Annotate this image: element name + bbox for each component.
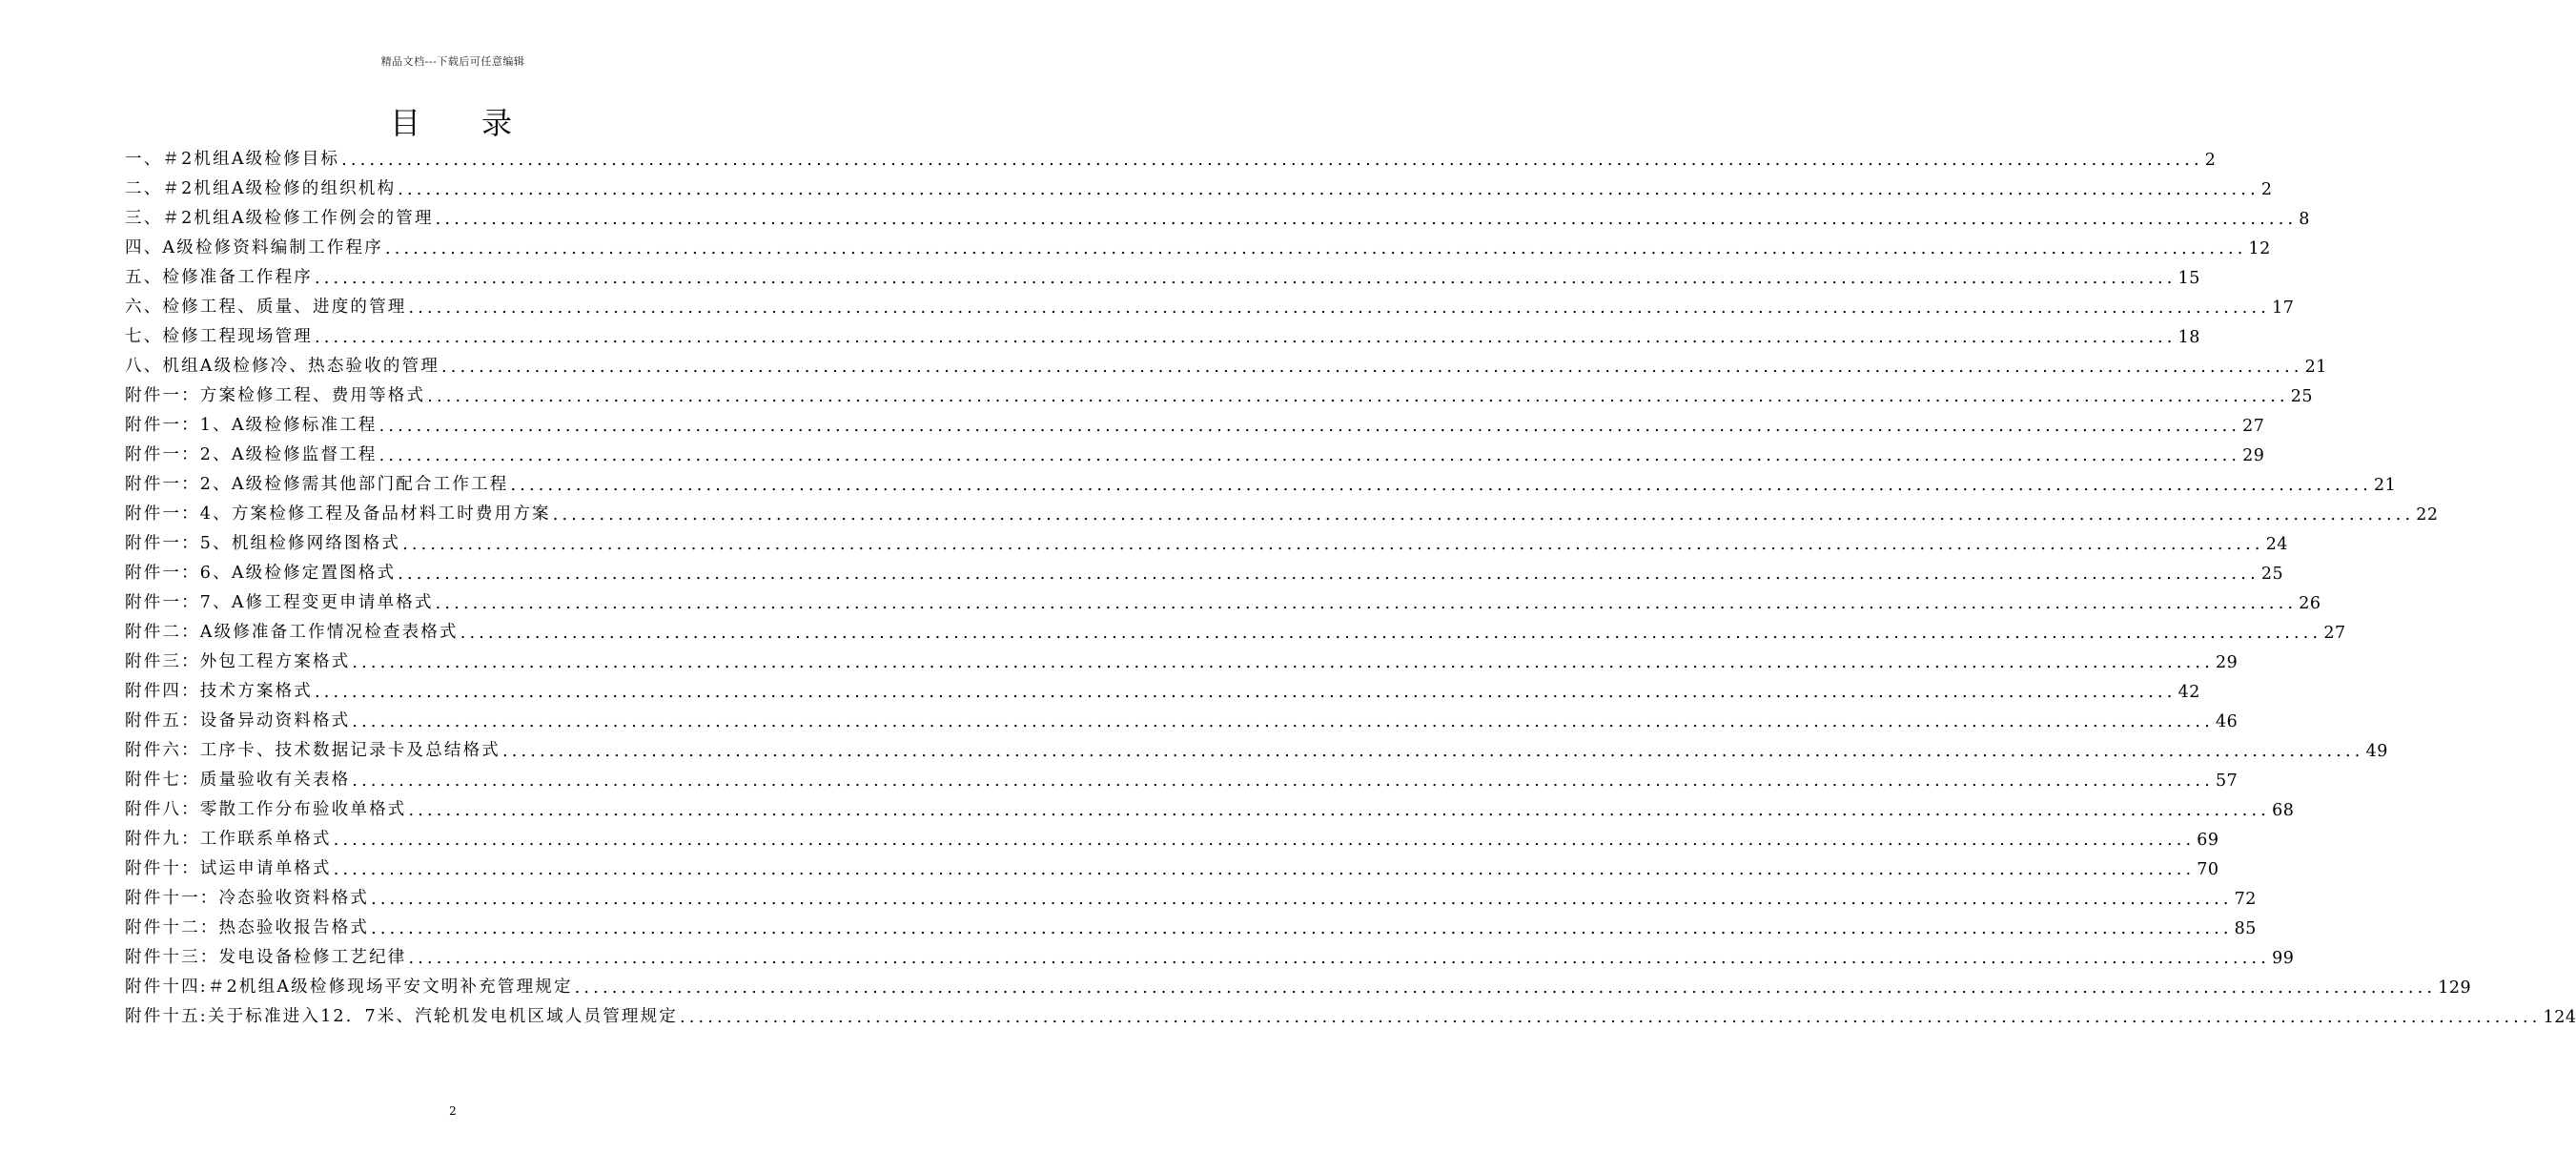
toc-entry-page: 2 xyxy=(2260,180,2273,199)
toc-entry[interactable] xyxy=(125,879,2257,909)
toc-entry-label: 附件一：1、A级检修标准工程 xyxy=(125,416,378,435)
toc-entry-label: 附件十二：热态验收报告格式 xyxy=(125,918,370,937)
toc-entry-label: 七、检修工程现场管理 xyxy=(125,327,313,346)
toc-entry-label: 二、＃2机组A级检修的组织机构 xyxy=(125,179,397,198)
toc-entry[interactable] xyxy=(125,968,2472,998)
toc-entry-label: 附件一：2、A级检修需其他部门配合工作工程 xyxy=(125,475,509,494)
toc-entry-page: 29 xyxy=(2242,446,2265,465)
toc-entry[interactable] xyxy=(125,850,2219,879)
toc-entry-page: 42 xyxy=(2177,683,2200,702)
toc-leader-dots: ........................................................................................................................................................................................................ xyxy=(371,919,2233,938)
toc-leader-dots: ........................................................................................................................................................................................................ xyxy=(427,387,2289,406)
toc-leader-dots: ........................................................................................................................................................................................................ xyxy=(333,860,2196,879)
toc-entry-label: 附件十一：冷态验收资料格式 xyxy=(125,889,370,908)
toc-entry-label: 附件一：6、A级检修定置图格式 xyxy=(125,564,397,583)
toc-entry-page: 129 xyxy=(2438,978,2472,998)
toc-leader-dots: ........................................................................................................................................................................................................ xyxy=(408,298,2271,318)
toc-leader-dots: ........................................................................................................................................................................................................ xyxy=(435,210,2298,229)
toc-leader-dots: ........................................................................................................................................................................................................ xyxy=(384,239,2247,258)
toc-entry[interactable] xyxy=(125,702,2239,731)
toc-entry[interactable] xyxy=(125,820,2219,850)
toc-entry-label: 一、＃2机组A级检修目标 xyxy=(125,150,340,169)
toc-entry-label: 五、检修准备工作程序 xyxy=(125,268,313,287)
toc-leader-dots: ........................................................................................................................................................................................................ xyxy=(408,949,2271,968)
page-number: 2 xyxy=(449,1104,457,1118)
toc-entry-page: 69 xyxy=(2197,831,2219,850)
toc-entry-label: 三、＃2机组A级检修工作例会的管理 xyxy=(125,209,434,228)
toc-leader-dots: ........................................................................................................................................................................................................ xyxy=(435,594,2298,613)
toc-entry-page: 70 xyxy=(2197,860,2219,879)
toc-entry-label: 附件二：A级修准备工作情况检查表格式 xyxy=(125,623,459,642)
toc-entry[interactable] xyxy=(125,731,2388,761)
toc-entry[interactable] xyxy=(125,436,2265,465)
page-header: 精品文档---下载后可任意编辑 xyxy=(380,55,525,68)
toc-entry-label: 附件一：5、机组检修网络图格式 xyxy=(125,534,401,553)
toc-leader-dots: ........................................................................................................................................................................................................ xyxy=(352,653,2214,672)
toc-entry[interactable] xyxy=(125,495,2439,525)
toc-leader-dots: ........................................................................................................................................................................................................ xyxy=(315,269,2177,288)
toc-leader-dots: ........................................................................................................................................................................................................ xyxy=(680,1008,2542,1027)
toc-leader-dots: ........................................................................................................................................................................................................ xyxy=(408,801,2271,820)
toc-entry[interactable] xyxy=(125,672,2200,702)
toc-entry-label: 附件五：设备异动资料格式 xyxy=(125,711,351,731)
toc-leader-dots: ........................................................................................................................................................................................................ xyxy=(371,890,2233,909)
toc-entry[interactable] xyxy=(125,258,2200,288)
toc-entry-page: 27 xyxy=(2323,624,2346,643)
page-title xyxy=(0,99,906,143)
toc-entry-page: 29 xyxy=(2215,653,2239,672)
toc-entry-label: 八、机组A级检修冷、热态验收的管理 xyxy=(125,357,440,376)
toc-entry-label: 附件十五:关于标准进入12．7米、汽轮机发电机区域人员管理规定 xyxy=(125,1007,678,1026)
toc-entry-label: 附件一：4、方案检修工程及备品材料工时费用方案 xyxy=(125,504,551,524)
toc-entry[interactable] xyxy=(125,465,2397,495)
toc-entry[interactable] xyxy=(125,643,2239,672)
toc-entry[interactable] xyxy=(125,318,2200,347)
toc-leader-dots: ........................................................................................................................................................................................................ xyxy=(341,151,2203,170)
toc-entry[interactable] xyxy=(125,406,2265,436)
toc-entry-page: 72 xyxy=(2234,890,2257,909)
toc-entry[interactable] xyxy=(125,170,2273,199)
toc-entry-page: 49 xyxy=(2365,742,2388,761)
toc-entry[interactable] xyxy=(125,229,2271,258)
toc-entry-page: 57 xyxy=(2215,772,2239,791)
toc-entry-page: 15 xyxy=(2177,269,2200,288)
toc-entry-page: 24 xyxy=(2265,535,2288,554)
title-char-right: 录 xyxy=(481,105,517,141)
toc-entry-label: 附件一：方案检修工程、费用等格式 xyxy=(125,386,426,405)
toc-entry-page: 25 xyxy=(2260,565,2284,584)
toc-entry[interactable] xyxy=(125,140,2217,170)
toc-entry-label: 附件一：7、A修工程变更申请单格式 xyxy=(125,593,434,612)
table-of-contents xyxy=(125,140,2576,1027)
toc-leader-dots: ........................................................................................................................................................................................................ xyxy=(333,831,2196,850)
toc-entry-label: 附件七：质量验收有关表格 xyxy=(125,771,351,790)
toc-entry-page: 124 xyxy=(2543,1008,2576,1027)
toc-entry[interactable] xyxy=(125,998,2576,1027)
toc-entry-page: 85 xyxy=(2234,919,2257,938)
toc-entry-page: 21 xyxy=(2304,358,2327,377)
toc-entry-page: 2 xyxy=(2204,151,2217,170)
toc-entry-label: 附件八：零散工作分布验收单格式 xyxy=(125,800,407,819)
toc-entry[interactable] xyxy=(125,377,2314,406)
toc-entry-page: 25 xyxy=(2290,387,2314,406)
toc-leader-dots: ........................................................................................................................................................................................................ xyxy=(378,446,2241,465)
toc-leader-dots: ........................................................................................................................................................................................................ xyxy=(315,328,2177,347)
toc-entry[interactable] xyxy=(125,554,2284,584)
toc-leader-dots: ........................................................................................................................................................................................................ xyxy=(441,358,2303,377)
toc-entry[interactable] xyxy=(125,525,2288,554)
toc-entry-label: 附件十三：发电设备检修工艺纪律 xyxy=(125,948,407,967)
toc-entry-page: 22 xyxy=(2416,505,2439,525)
toc-entry[interactable] xyxy=(125,791,2295,820)
toc-entry-label: 附件十四:＃2机组A级检修现场平安文明补充管理规定 xyxy=(125,978,573,997)
toc-leader-dots: ........................................................................................................................................................................................................ xyxy=(574,978,2437,998)
toc-entry-page: 46 xyxy=(2215,712,2239,731)
toc-entry-page: 26 xyxy=(2299,594,2321,613)
toc-entry-label: 附件六：工序卡、技术数据记录卡及总结格式 xyxy=(125,741,501,760)
toc-leader-dots: ........................................................................................................................................................................................................ xyxy=(460,624,2322,643)
toc-entry-label: 六、检修工程、质量、进度的管理 xyxy=(125,298,407,317)
toc-leader-dots: ........................................................................................................................................................................................................ xyxy=(352,712,2214,731)
toc-leader-dots: ........................................................................................................................................................................................................ xyxy=(315,683,2177,702)
toc-entry-page: 18 xyxy=(2177,328,2200,347)
toc-entry-page: 8 xyxy=(2299,210,2310,229)
toc-entry[interactable] xyxy=(125,938,2295,968)
toc-leader-dots: ........................................................................................................................................................................................................ xyxy=(352,772,2214,791)
toc-leader-dots: ........................................................................................................................................................................................................ xyxy=(510,476,2373,495)
toc-entry[interactable] xyxy=(125,288,2295,318)
toc-entry-page: 12 xyxy=(2248,239,2271,258)
toc-entry-label: 四、A级检修资料编制工作程序 xyxy=(125,238,383,257)
toc-entry[interactable] xyxy=(125,909,2257,938)
toc-leader-dots: ........................................................................................................................................................................................................ xyxy=(378,417,2241,436)
toc-entry-page: 68 xyxy=(2272,801,2295,820)
toc-entry[interactable] xyxy=(125,613,2346,643)
toc-entry-label: 附件九：工作联系单格式 xyxy=(125,830,332,849)
toc-entry-page: 21 xyxy=(2374,476,2397,495)
toc-entry[interactable] xyxy=(125,761,2239,791)
toc-entry[interactable] xyxy=(125,584,2321,613)
toc-entry-page: 17 xyxy=(2272,298,2295,318)
toc-entry-label: 附件三：外包工程方案格式 xyxy=(125,652,351,671)
toc-leader-dots: ........................................................................................................................................................................................................ xyxy=(552,505,2415,525)
toc-leader-dots: ........................................................................................................................................................................................................ xyxy=(402,535,2264,554)
toc-entry[interactable] xyxy=(125,347,2327,377)
toc-entry-page: 27 xyxy=(2242,417,2265,436)
toc-entry-label: 附件十：试运申请单格式 xyxy=(125,859,332,878)
toc-entry-label: 附件一：2、A级检修监督工程 xyxy=(125,445,378,464)
toc-leader-dots: ........................................................................................................................................................................................................ xyxy=(502,742,2364,761)
title-char-left: 目 xyxy=(389,105,424,141)
toc-entry-label: 附件四：技术方案格式 xyxy=(125,682,313,701)
toc-entry-page: 99 xyxy=(2272,949,2295,968)
toc-leader-dots: ........................................................................................................................................................................................................ xyxy=(398,180,2259,199)
toc-leader-dots: ........................................................................................................................................................................................................ xyxy=(398,565,2259,584)
toc-entry[interactable] xyxy=(125,199,2310,229)
